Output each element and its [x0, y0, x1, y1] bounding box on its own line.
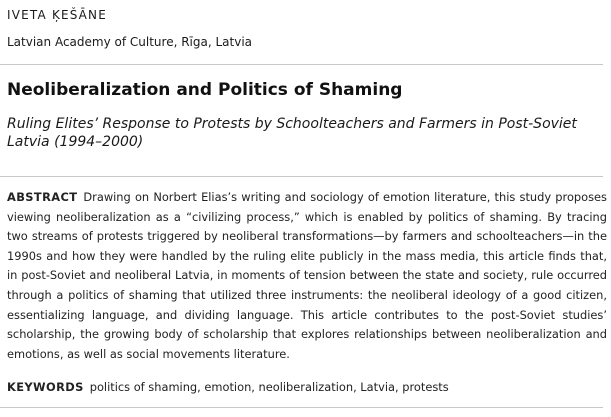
abstract-divider: [0, 176, 603, 177]
keywords-label: KEYWORDS: [7, 380, 84, 394]
abstract-paragraph: [7, 188, 607, 364]
author-affiliation: Latvian Academy of Culture, Rīga, Latvia: [7, 35, 253, 49]
article-subtitle: Ruling Elites’ Response to Protests by Schoolteachers and Farmers in Post-Soviet Latvia (1994–2000): [7, 116, 577, 150]
keywords-line: [7, 378, 449, 396]
footer-divider: [0, 407, 603, 408]
article-title: Neoliberalization and Politics of Shaming: [7, 80, 403, 100]
header-divider: [0, 64, 603, 65]
abstract-text: Drawing on Norbert Elias’s writing and sociology of emotion literature, this study proposes viewing neoliberalization as a “civilizing process,” which is enabled by politics of shaming. By tracing two streams of protests triggered by neoliberal transformations—by farmers and schoolteachers—in the 1990s and how they were handled by the ruling elite publicly in the mass media, this article finds that, in post-Soviet and neoliberal Latvia, in moments of tension between the state and society, rule occurred through a politics of shaming that utilized three instruments: the neoliberal ideology of a good citizen, essentializing language, and dividing language. This article contributes to the post-Soviet studies’ scholarship, the growing body of scholarship that explores relationships between neoliberalization and emotions, as well as social movements literature.: [7, 190, 607, 361]
abstract-label: ABSTRACT: [7, 190, 78, 204]
author-name: IVETA ĶEŠĀNE: [7, 8, 107, 22]
keywords-text: politics of shaming, emotion, neoliberalization, Latvia, protests: [89, 380, 449, 394]
